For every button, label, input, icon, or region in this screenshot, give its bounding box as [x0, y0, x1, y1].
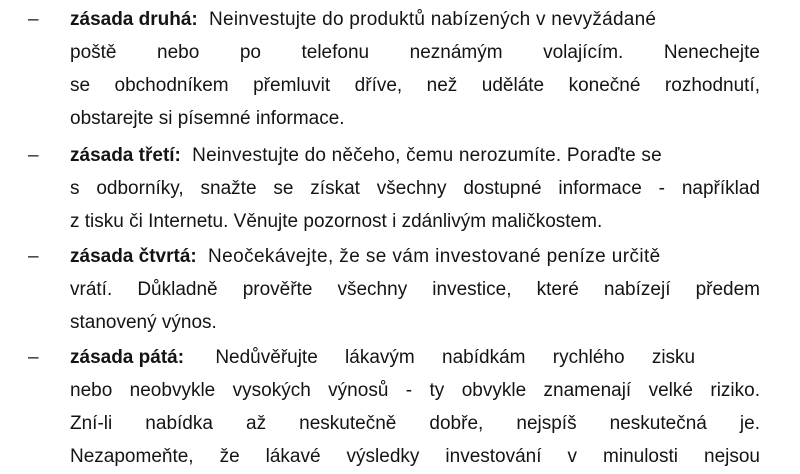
text-line: nebo neobvykle vysokých výnosů - ty obvykle znamenají velké riziko.	[70, 380, 760, 401]
principle-text: Neinvestujte do něčeho, čemu nerozumíte. Poraďte se	[192, 145, 662, 166]
text-line: Zní-li nabídka až neskutečně dobře, nejspíš neskutečná je.	[70, 413, 760, 434]
text-line: poště nebo po telefonu neznámým volajícím. Nenechejte	[70, 42, 760, 63]
principle-text: Nedůvěřujte lákavým nabídkám rychlého zisku	[215, 347, 696, 368]
text-line	[70, 139, 760, 173]
list-dash: –	[28, 246, 39, 267]
principle-text: Neinvestujte do produktů nabízených v nevyžádané	[209, 9, 657, 30]
principle-text: Neočekávejte, že se vám investované peníze určitě	[208, 246, 661, 267]
text-line: obstarejte si písemné informace.	[70, 108, 345, 129]
text-line	[70, 341, 760, 375]
text-line: s odborníky, snažte se získat všechny dostupné informace - například	[70, 178, 760, 199]
text-line: vrátí. Důkladně prověřte všechny investice, které nabízejí předem	[70, 279, 760, 300]
principle-term: zásada pátá:	[70, 347, 185, 368]
principle-term: zásada třetí:	[70, 145, 181, 166]
text-line: z tisku či Internetu. Věnujte pozornost i zdánlivým maličkostem.	[70, 211, 603, 232]
principle-term: zásada druhá:	[70, 9, 198, 30]
list-dash: –	[28, 347, 39, 368]
text-line: stanovený výnos.	[70, 312, 217, 333]
text-line: se obchodníkem přemluvit dříve, než uděláte konečné rozhodnutí,	[70, 75, 760, 96]
principle-term: zásada čtvrtá:	[70, 246, 197, 267]
text-line	[70, 240, 760, 274]
list-dash: –	[28, 145, 39, 166]
text-line	[70, 3, 760, 37]
text-line: Nezapomeňte, že lákavé výsledky investování v minulosti nejsou	[70, 446, 760, 467]
list-dash: –	[28, 9, 39, 30]
